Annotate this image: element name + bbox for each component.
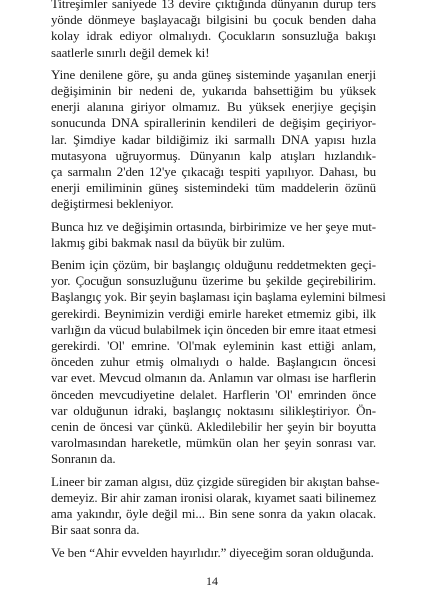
paragraph-4 [51,257,386,468]
text-line: Yine denilene göre, şu anda güneş sisteminde yaşanılan enerji [51,66,376,82]
text-line: ça sarmalın 2'den 12'ye çıkacağı tespiti yapılıyor. Dahası, bu [51,164,376,180]
text-line: gerekirdi. Beynimizin verdiği emirle hareket etmemiz gibi, ilk [51,305,376,321]
text-line: Başlangıç yok. Bir şeyin başlaması için başlama eylemini bilmesi [51,289,386,305]
text-line: Bunca hız ve değişimin ortasında, birbirimize ve her şeye mut- [51,218,376,234]
text-line: kolay idrak ediyor olmalıydı. Çocukların sonsuzluğa bakışı [51,28,376,44]
paragraph-6 [51,545,376,561]
text-line: var evet. Mevcud olmanın da. Anlamın var olması ise harflerin [51,370,376,386]
text-line: mutasyona uğruyormuş. Dünyanın kalp atışları hızlandık- [51,147,376,163]
text-line: varolmasından hareketle, mümkün olan her şeyin sonrası var. [51,435,376,451]
text-line: Titreşimler saniyede 13 devire çıktığında dünyanın durup ters [51,0,376,11]
text-line: saatlerle sınırlı değil demek ki! [51,44,210,60]
text-line: ama yakındır, öyle değil mi... Bin sene sonra da yakın olacak. [51,506,376,522]
paragraph-3 [51,219,376,251]
text-line: yönde dönmeye başlayacağı bilgisini bu çocuk benden daha [51,12,376,28]
page-number: 14 [206,574,218,588]
text-line: lakmış gibi bakmak nasıl da büyük bir zulüm. [51,234,285,250]
book-page [51,0,386,567]
text-line: varlığın da vücud bulabilmek için önceden bir emre itaat etmesi [51,321,377,337]
text-line: gerekirdi. 'Ol' emrine. 'Ol'mak eyleminin kast ettiği anlam, [51,338,376,354]
text-line: enerji alanına giriyor olmamız. Bu yüksek enerjiye geçişin [51,99,376,115]
text-line: demeyiz. Bir ahir zaman ironisi olarak, kıyamet saati bilinemez [51,489,376,505]
text-line: lar. Şimdiye kadar bildiğimiz iki sarmallı DNA yapısı hızla [51,131,376,147]
text-line: Lineer bir zaman algısı, düz çizgide süregiden bir akıştan bahse- [51,473,380,489]
text-line: Bir saat sonra da. [51,522,140,538]
text-line: değiştirmesi bekleniyor. [51,196,174,212]
text-line: Ve ben “Ahir evvelden hayırlıdır.” diyeceğim soran olduğunda. [51,544,374,560]
text-line: yor. Çocuğun sonsuzluğunu üzerime bu şekilde geçirebilirim. [51,273,376,289]
text-line: önceden mevcudiyetine delalet. Harflerin 'Ol' emrinden önce [51,386,376,402]
text-line: enerji emiliminin güneş sistemindeki tüm maddelerin özünü [51,180,376,196]
paragraph-1 [51,0,376,61]
text-line: Benim için çözüm, bir başlangıç olduğunu reddetmekten geçi- [51,257,376,273]
text-line: cenin de öncesi var çünkü. Akledilebilir her şeyin bir boyutta [51,419,376,435]
paragraph-5 [51,473,380,539]
text-line: Sonranın da. [51,451,116,467]
text-line: önceden zuhur etmiş olmalıydı o halde. Başlangıcın öncesi [51,354,376,370]
text-line: var olduğunun idraki, başlangıç noktasını silikleştiriyor. Ön- [51,402,376,418]
text-line: değişiminin bir nedeni de, yukarıda bahsettiğim bu yüksek [51,83,376,99]
paragraph-2 [51,67,376,213]
text-line: sonucunda DNA spirallerinin kendileri de değişim geçiriyor- [51,115,376,131]
